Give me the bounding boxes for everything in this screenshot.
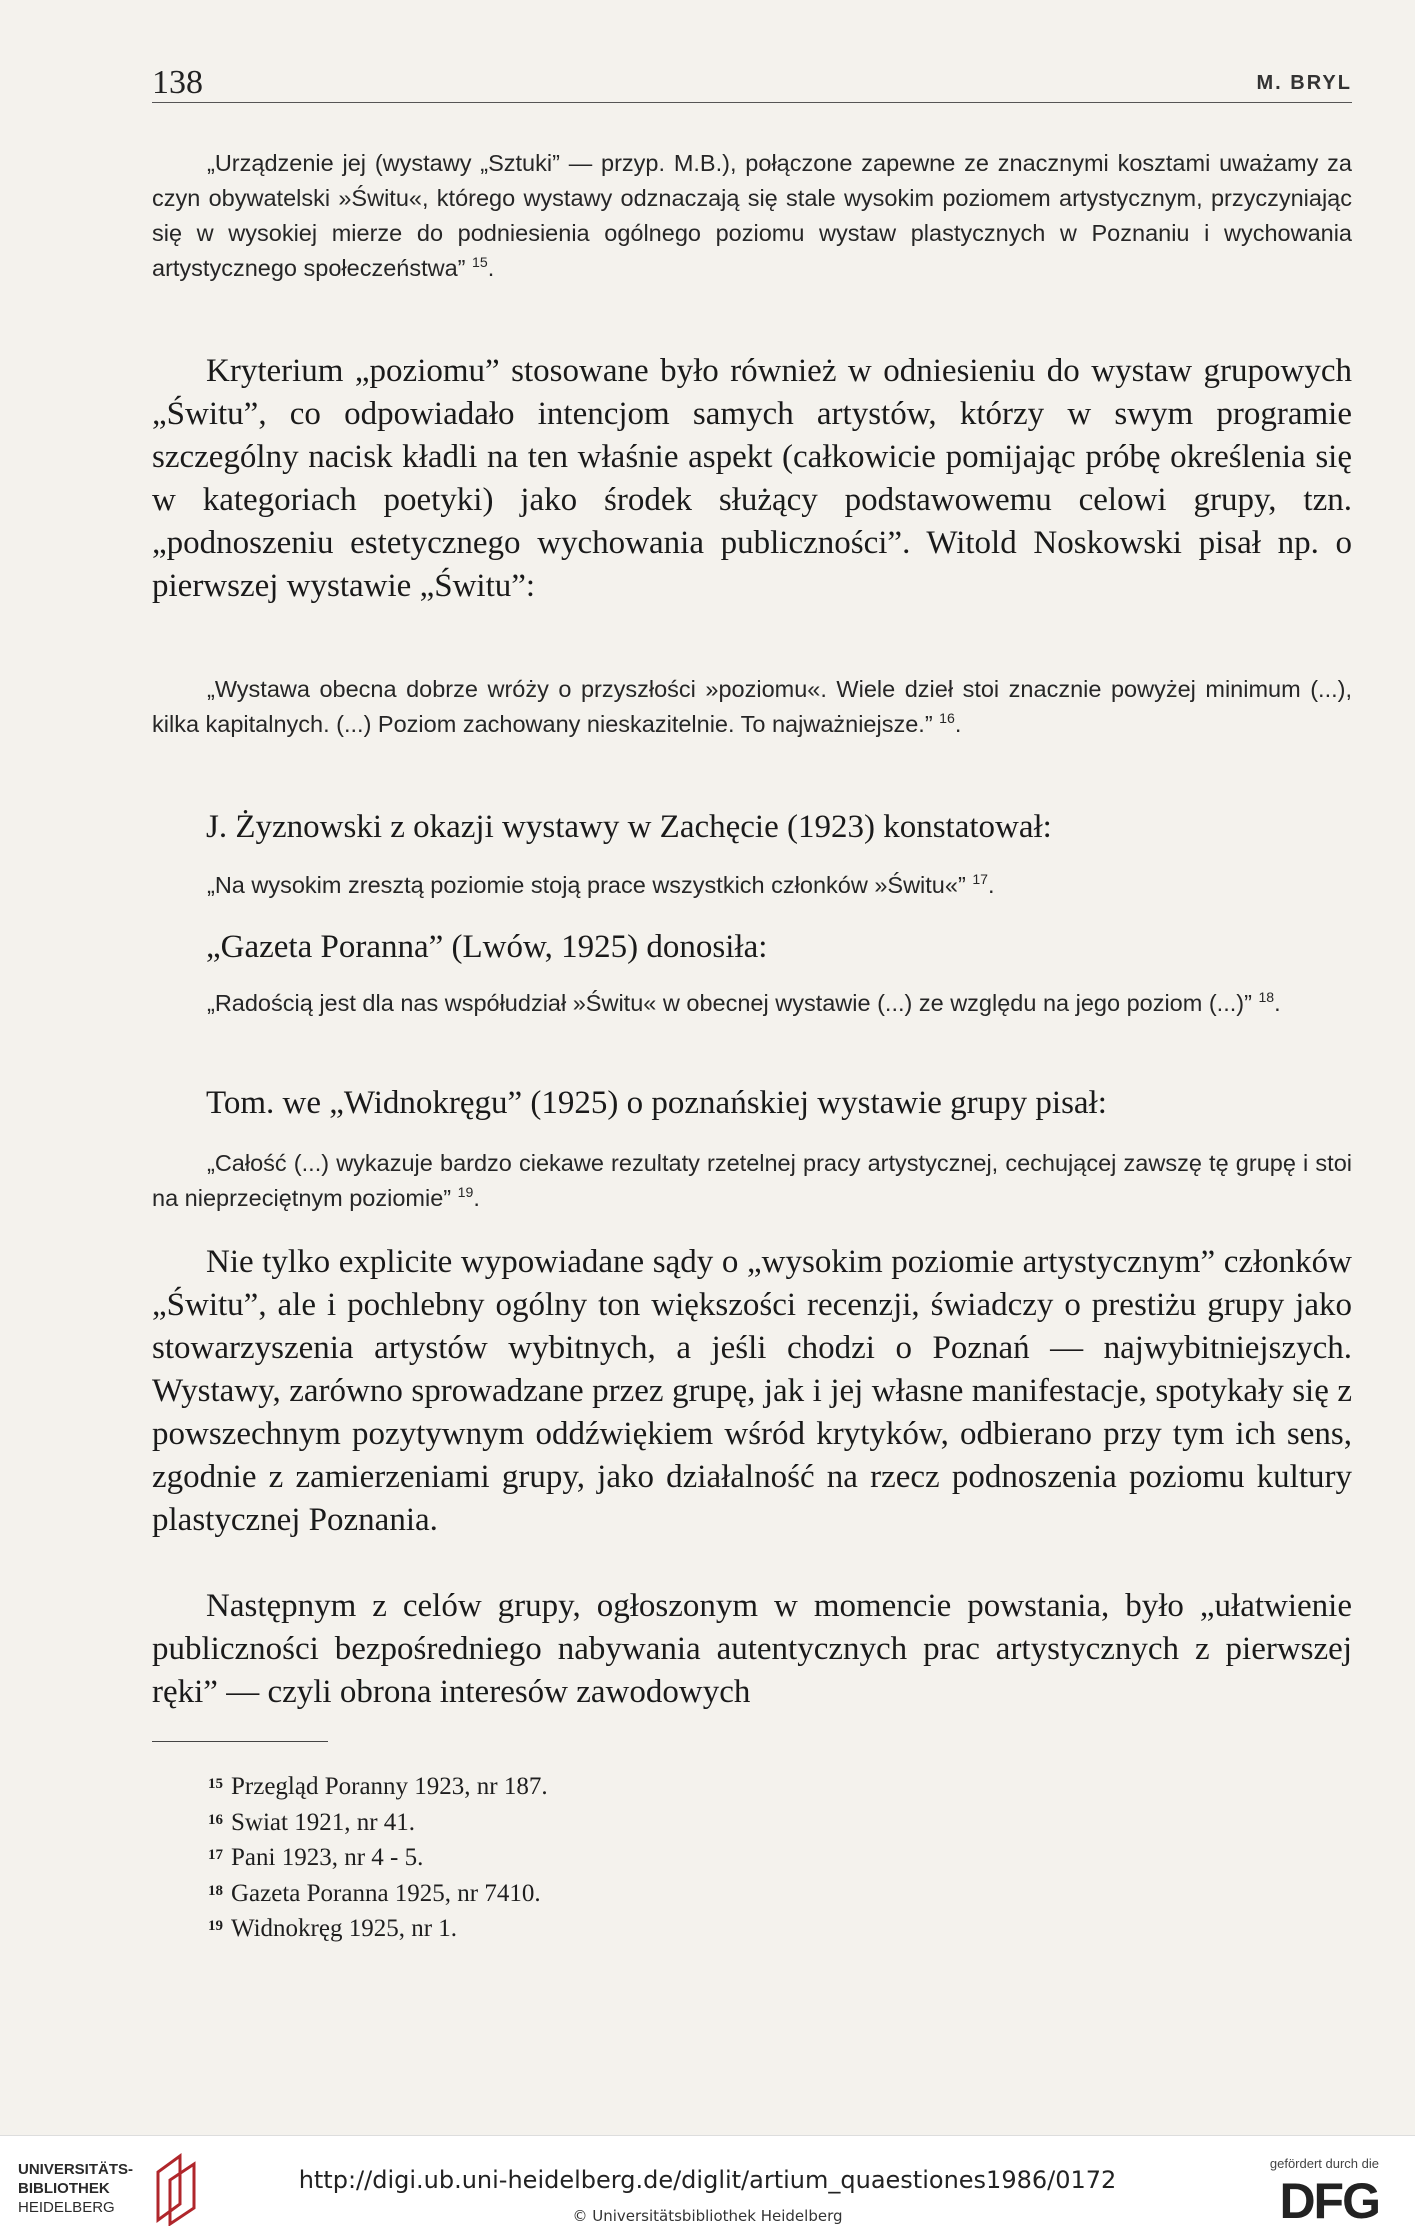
quote-block-5: [152, 1146, 1352, 1216]
footnote-ref: 18: [1258, 989, 1275, 1006]
quote-end: .: [954, 711, 962, 737]
paragraph-2: [152, 806, 1352, 849]
footnote-text: Swiat 1921, nr 41.: [231, 1808, 416, 1836]
footnote-item: [208, 1910, 1108, 1946]
quote-end: .: [487, 255, 495, 281]
footnote-text: Gazeta Poranna 1925, nr 7410.: [231, 1879, 541, 1907]
running-head-author: M. BRYL: [1256, 72, 1352, 94]
footnote-mark: 19: [208, 1918, 223, 1934]
footnote-item: [208, 1875, 1108, 1911]
footnote-ref: 17: [972, 871, 988, 888]
library-name-line: HEIDELBERG: [18, 2199, 115, 2216]
quote-end: .: [473, 1185, 480, 1211]
quote-block-3: [152, 868, 1352, 903]
quote-end: .: [1274, 990, 1281, 1016]
quote-text: „Na wysokim zresztą poziomie stoją prace wszystkich członków »Świtu«”: [207, 872, 966, 898]
paragraph-text: J. Żyznowski z okazji wystawy w Zachęcie (1923) konstatował:: [206, 809, 1052, 845]
paragraph-text: Kryterium „poziomu” stosowane było również w odniesieniu do wystaw grupowych „Świtu”, co odpowiadało intencjom samych artystów, którzy w swym programie szczególny nacisk kładli na ten właśnie aspekt (całkowicie pomijając próbę określenia się w kategoriach poetyki) jako środek służący podstawowemu celowi grupy, tzn. „podnoszeniu estetycznego wychowania publiczności”. Witold Noskowski pisał np. o pierwszej wystawie „Świtu”:: [152, 353, 1352, 604]
footnote-mark: 18: [208, 1882, 223, 1899]
footnote-mark: 17: [208, 1847, 223, 1863]
paragraph-4: [152, 1082, 1352, 1125]
library-name-line: BIBLIOTHEK: [18, 2180, 110, 2197]
footnote-text: Przegląd Poranny 1923, nr 187.: [231, 1773, 548, 1800]
funding-label: gefördert durch die: [1269, 2156, 1379, 2171]
paragraph-text: „Gazeta Poranna” (Lwów, 1925) donosiła:: [206, 929, 768, 965]
quote-end: .: [988, 872, 995, 898]
quote-text: „Urządzenie jej (wystawy „Sztuki” — przyp. M.B.), połączone zapewne ze znacznymi kosztami uważamy za czyn obywatelski »Świtu«, którego wystawy odznaczają się stale wysokim poziomem artystycznym, przyczyniając się w wysokiej mierze do podniesienia ogólnego poziomu wystaw plastycznych w Poznaniu i wychowania artystycznego społeczeństwa”: [152, 150, 1352, 281]
footnote-ref: 15: [472, 254, 488, 271]
paragraph-3: [152, 926, 1352, 969]
page-header: [152, 62, 1352, 103]
paragraph-5: [152, 1241, 1352, 1542]
footnote-item: [208, 1804, 1108, 1840]
footnote-divider: [152, 1741, 328, 1742]
quote-text: „Radością jest dla nas współudział »Świtu« w obecnej wystawie (...) ze względu na jego poziom (...)”: [207, 990, 1252, 1016]
footnote-ref: 16: [939, 710, 955, 727]
digitization-footer: [0, 2135, 1415, 2240]
quote-block-2: [152, 672, 1352, 742]
paragraph-6: [152, 1585, 1352, 1714]
paragraph-text: Tom. we „Widnokręgu” (1925) o poznańskiej wystawie grupy pisał:: [206, 1085, 1107, 1121]
paragraph-text: Nie tylko explicite wypowiadane sądy o „wysokim poziomie artystycznym” członków „Świtu”, ale i pochlebny ogólny ton większości recenzji, świadczy o prestiżu grupy jako stowarzyszenia artystów wybitnych, a jeśli chodzi o Poznań — najwybitniejszych. Wystawy, zarówno sprowadzane przez grupę, jak i jej własne manifestacje, spotykały się z powszechnym pozytywnym oddźwiękiem wśród krytyków, odbierano przy tym ich sens, zgodnie z zamierzeniami grupy, jako działalność na rzecz podnoszenia poziomu kultury plastycznej Poznania.: [152, 1244, 1352, 1538]
paragraph-1: [152, 350, 1352, 608]
footnote-ref: 19: [457, 1184, 474, 1201]
library-name-line: UNIVERSITÄTS-: [18, 2161, 134, 2178]
footnote-item: [208, 1768, 1108, 1804]
copyright-notice: © Universitätsbibliothek Heidelberg: [572, 2207, 843, 2225]
quote-block-4: [152, 986, 1352, 1021]
source-url-link[interactable]: http://digi.ub.uni-heidelberg.de/diglit/artium_quaestiones1986/0172: [298, 2166, 1117, 2194]
footnotes: [208, 1768, 1108, 1946]
quote-text: „Całość (...) wykazuje bardzo ciekawe rezultaty rzetelnej pracy artystycznej, cechującej zawszę tę grupę i stoi na nieprzeciętnym poziomie”: [152, 1150, 1352, 1211]
dfg-logo-icon: DFG: [1279, 2173, 1379, 2229]
footnote-mark: 16: [208, 1811, 223, 1828]
quote-block-1: [152, 146, 1352, 286]
page-number: 138: [152, 64, 203, 101]
paragraph-text: Następnym z celów grupy, ogłoszonym w momencie powstania, było „ułatwienie publiczności bezpośredniego nabywania autentycznych prac artystycznych z pierwszej ręki” — czyli obrona interesów zawodowych: [152, 1588, 1352, 1710]
footnote-text: Widnokręg 1925, nr 1.: [231, 1915, 458, 1942]
quote-text: „Wystawa obecna dobrze wróży o przyszłości »poziomu«. Wiele dzieł stoi znacznie powyżej minimum (...), kilka kapitalnych. (...) Poziom zachowany nieskazitelnie. To najważniejsze.”: [152, 676, 1352, 737]
footnote-mark: 15: [208, 1776, 223, 1792]
footnote-text: Pani 1923, nr 4 - 5.: [231, 1844, 424, 1871]
footnote-item: [208, 1839, 1108, 1875]
